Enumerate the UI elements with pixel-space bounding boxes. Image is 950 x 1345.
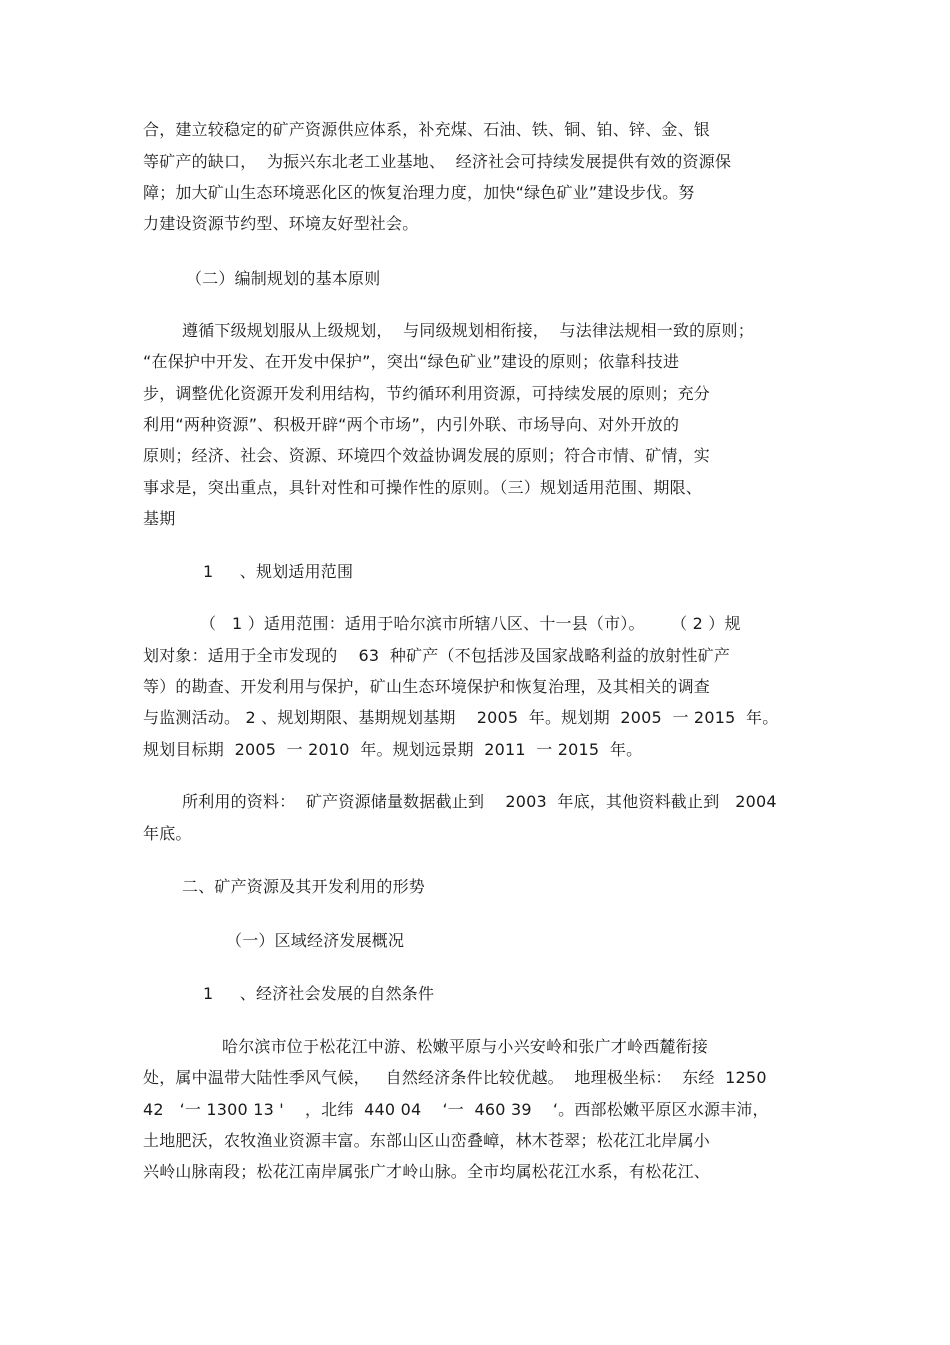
body-line: 土地肥沃，农牧渔业资源丰富。东部山区山峦叠嶂，林木苍翠；松花江北岸属小 xyxy=(143,1131,711,1150)
body-line: 年底。 xyxy=(143,824,192,843)
chapter-heading: 二、矿产资源及其开发利用的形势 xyxy=(182,877,426,896)
body-line: “在保护中开发、在开发中保护”，突出“绿色矿业”建设的原则；依靠科技进 xyxy=(143,352,680,371)
body-line: （ 1 ）适用范围：适用于哈尔滨市所辖八区、十一县（市）。 （ 2 ）规 xyxy=(200,614,741,633)
body-line: 合，建立较稳定的矿产资源供应体系，补充煤、石油、铁、铜、铂、锌、金、银 xyxy=(143,120,711,139)
body-line: 42 ‘一 1300 13 ' ，北纬 440 04 ‘一 460 39 ‘。西部松嫩平原区水源丰沛， xyxy=(143,1100,769,1119)
body-line: 哈尔滨市位于松花江中游、松嫩平原与小兴安岭和张广才岭西麓衔接 xyxy=(222,1037,709,1056)
body-line: 事求是，突出重点，具针对性和可操作性的原则。（三）规划适用范围、期限、 xyxy=(143,478,703,497)
body-line: 划对象：适用于全市发现的 63 种矿产（不包括涉及国家战略利益的放射性矿产 xyxy=(143,646,731,665)
body-line: 规划目标期 2005 一 2010 年。规划远景期 2011 一 2015 年。 xyxy=(143,740,643,759)
body-line: 力建设资源节约型、环境友好型社会。 xyxy=(143,214,419,233)
section-heading: （二）编制规划的基本原则 xyxy=(186,269,381,288)
body-line: 遵循下级规划服从上级规划， 与同级规划相衔接， 与法律法规相一致的原则； xyxy=(182,321,754,340)
body-line: 障；加大矿山生态环境恶化区的恢复治理力度，加快“绿色矿业”建设步伐。努 xyxy=(143,183,695,202)
subsection-heading: 1 、经济社会发展的自然条件 xyxy=(203,984,435,1003)
body-line: 处，属中温带大陆性季风气候， 自然经济条件比较优越。 地理极坐标： 东经 1250 xyxy=(143,1068,767,1087)
body-line: 基期 xyxy=(143,509,176,528)
body-line: 兴岭山脉南段；松花江南岸属张广才岭山脉。全市均属松花江水系，有松花江、 xyxy=(143,1162,711,1181)
body-line: 与监测活动。 2 、规划期限、基期规划基期 2005 年。规划期 2005 一 2015 年。 xyxy=(143,708,779,727)
body-line: 步，调整优化资源开发利用结构，节约循环利用资源，可持续发展的原则；充分 xyxy=(143,384,711,403)
section-heading: （一）区域经济发展概况 xyxy=(226,931,405,950)
body-line: 等）的勘查、开发利用与保护，矿山生态环境保护和恢复治理，及其相关的调查 xyxy=(143,677,711,696)
body-line: 等矿产的缺口， 为振兴东北老工业基地、 经济社会可持续发展提供有效的资源保 xyxy=(143,152,732,171)
subsection-heading: 1 、规划适用范围 xyxy=(203,562,354,581)
body-line: 利用“两种资源”、积极开辟“两个市场”，内引外联、市场导向、对外开放的 xyxy=(143,415,680,434)
body-line: 所利用的资料： 矿产资源储量数据截止到 2003 年底，其他资料截止到 2004 xyxy=(182,792,777,811)
body-line: 原则；经济、社会、资源、环境四个效益协调发展的原则；符合市情、矿情，实 xyxy=(143,446,711,465)
